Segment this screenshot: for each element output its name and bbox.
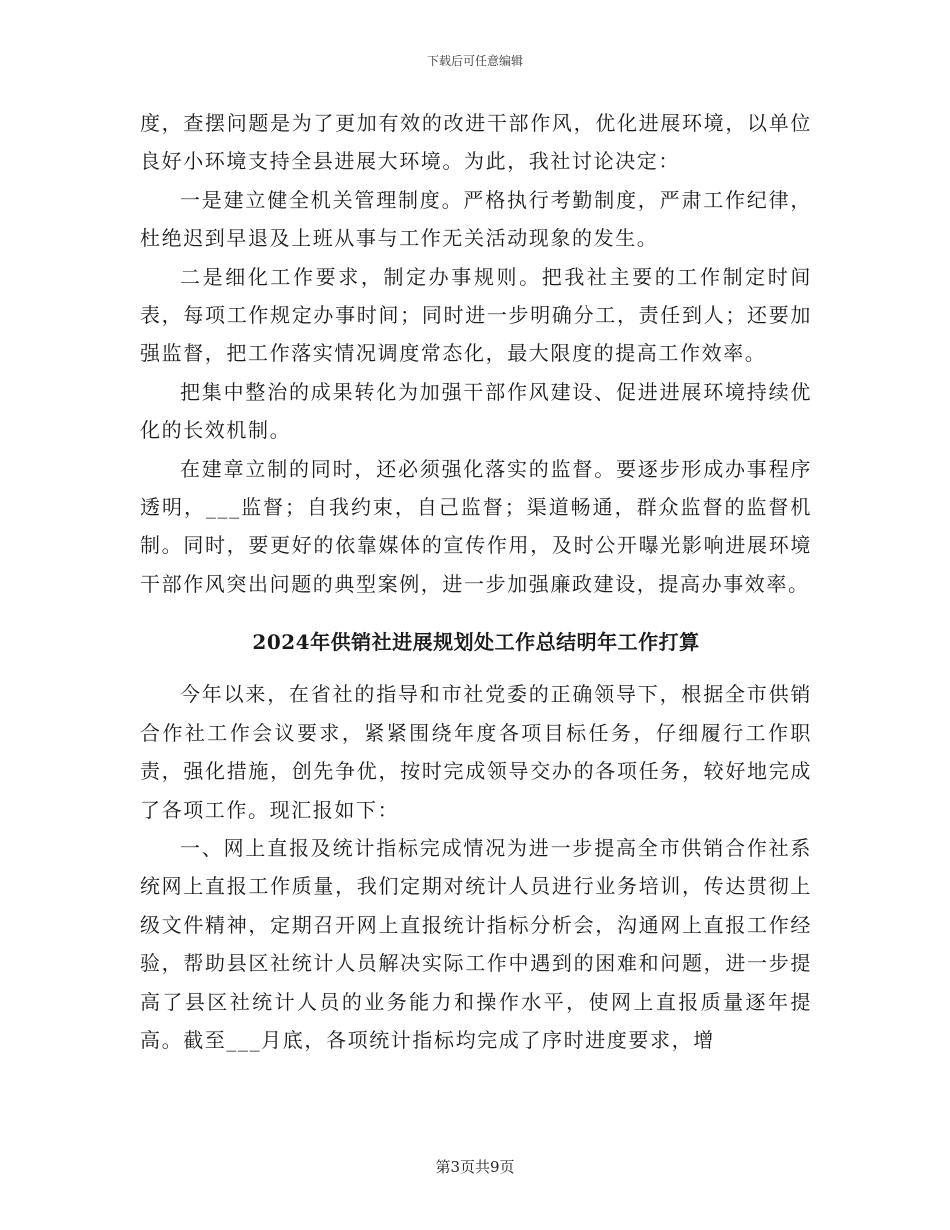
paragraph-work-requirements: 二是细化工作要求，制定办事规则。把我社主要的工作制定时间表，每项工作规定办事时间；同时进一步明确分工，责任到人；还要加强监督，把工作落实情况调度常态化，最大限度的提高工作效率。: [140, 264, 812, 366]
section-title: 2024年供销社进展规划处工作总结明年工作打算: [252, 630, 700, 655]
paragraph-supervision: 在建章立制的同时，还必须强化落实的监督。要逐步形成办事程序透明，___监督；自我约束，自己监督；渠道畅通，群众监督的监督机制。同时，要更好的依靠媒体的宣传作用，及时公开曝光影响进展环境干部作风突出问题的典型案例，进一步加强廉政建设，提高办事效率。: [140, 456, 812, 596]
page-number: 第3页共9页: [435, 1158, 515, 1176]
paragraph-management-system: 一是建立健全机关管理制度。严格执行考勤制度，严肃工作纪律，杜绝迟到早退及上班从事与工作无关活动现象的发生。: [140, 187, 812, 251]
paragraph-continuation: 度，查摆问题是为了更加有效的改进干部作风，优化进展环境，以单位良好小环境支持全县进展大环境。为此，我社讨论决定：: [140, 111, 812, 174]
paragraph-online-reporting: 一、网上直报及统计指标完成情况为进一步提高全市供销合作社系统网上直报工作质量，我们定期对统计人员进行业务培训，传达贯彻上级文件精神，定期召开网上直报统计指标分析会，沟通网上直报工作经验，帮助县区社统计人员解决实际工作中遇到的困难和问题，进一步提高了县区社统计人员的业务能力和操作水平，使网上直报质量逐年提高。截至___月底，各项统计指标均完成了序时进度要求，增: [140, 835, 812, 1052]
paragraph-long-term-mechanism: 把集中整治的成果转化为加强干部作风建设、促进进展环境持续优化的长效机制。: [140, 379, 812, 443]
paragraph-intro: 今年以来，在省社的指导和市社党委的正确领导下，根据全市供销合作社工作会议要求，紧紧围绕年度各项目标任务，仔细履行工作职责，强化措施，创先争优，按时完成领导交办的各项任务，较好地完成了各项工作。现汇报如下：: [140, 682, 812, 822]
page-header-note: 下载后可任意编辑: [426, 54, 523, 68]
document-body: [140, 104, 812, 1059]
